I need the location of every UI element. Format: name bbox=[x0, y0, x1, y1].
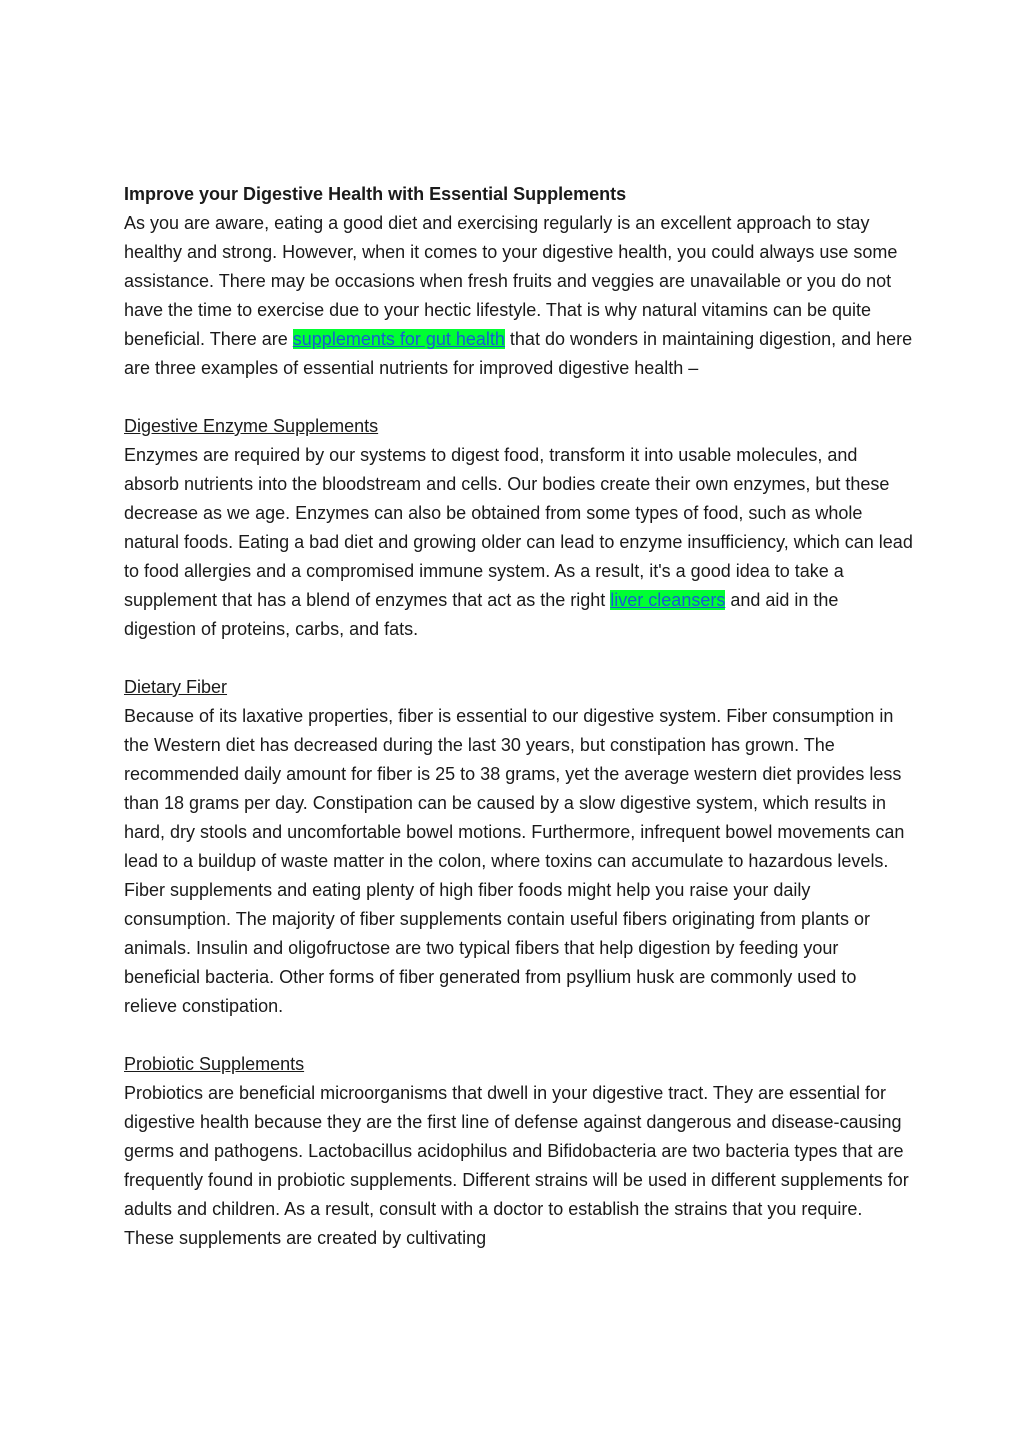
fiber-heading: Dietary Fiber bbox=[124, 677, 228, 697]
gut-health-link[interactable]: supplements for gut health bbox=[292, 329, 505, 349]
enzymes-paragraph bbox=[124, 441, 914, 644]
fiber-paragraph-2: Fiber supplements and eating plenty of high fiber foods might help you raise your daily consumption. The majority of fiber supplements contain useful fibers originating from plants or animals. Insulin and oligofructose are two typical fibers that help digestion by feeding your beneficial bacteria. Other forms of fiber generated from psyllium husk are commonly used to relieve constipation. bbox=[124, 880, 871, 1016]
intro-text-after-link: that do wonders in maintaining digestion, and here are three examples of essential nutrients for improved digestive health – bbox=[124, 329, 913, 378]
probiotics-heading: Probiotic Supplements bbox=[124, 1054, 305, 1074]
document-title: Improve your Digestive Health with Essential Supplements bbox=[124, 184, 627, 204]
intro-paragraph bbox=[124, 209, 914, 383]
enzymes-text-before-link: Enzymes are required by our systems to digest food, transform it into usable molecules, and absorb nutrients into the bloodstream and cells. Our bodies create their own enzymes, but these decrease as we age. Enzymes can also be obtained from some types of food, such as whole natural foods. Eating a bad diet and growing older can lead to enzyme insufficiency, which can lead to food allergies and a compromised immune system. As a result, it's a good idea to take a supplement that has a blend of enzymes that act as the right bbox=[124, 445, 913, 610]
paragraph-gap bbox=[124, 383, 914, 412]
enzymes-heading: Digestive Enzyme Supplements bbox=[124, 416, 379, 436]
liver-cleansers-link[interactable]: liver cleansers bbox=[610, 590, 726, 610]
paragraph-gap bbox=[124, 1021, 914, 1050]
fiber-paragraph-1: Because of its laxative properties, fiber is essential to our digestive system. Fiber consumption in the Western diet has decreased during the last 30 years, but constipation has grown. The recommended daily amount for fiber is 25 to 38 grams, yet the average western diet provides less than 18 grams per day. Constipation can be caused by a slow digestive system, which results in hard, dry stools and uncomfortable bowel motions. Furthermore, infrequent bowel movements can lead to a buildup of waste matter in the colon, where toxins can accumulate to hazardous levels. bbox=[124, 706, 905, 871]
enzymes-text-after-link: and aid in the digestion of proteins, carbs, and fats. bbox=[124, 590, 839, 639]
document-page bbox=[124, 180, 914, 1253]
probiotics-paragraph-1: Probiotics are beneficial microorganisms that dwell in your digestive tract. They are essential for digestive health because they are the first line of defense against dangerous and disease-causing germs and pathogens. Lactobacillus acidophilus and Bifidobacteria are two bacteria types that are frequently found in probiotic supplements. Different strains will be used in different supplements for adults and children. As a result, consult with a doctor to establish the strains that you require. These supplements are created by cultivating bbox=[124, 1083, 909, 1248]
paragraph-gap bbox=[124, 644, 914, 673]
intro-text-before-link: As you are aware, eating a good diet and exercising regularly is an excellent approach to stay healthy and strong. However, when it comes to your digestive health, you could always use some assistance. There may be occasions when fresh fruits and veggies are unavailable or you do not have the time to exercise due to your hectic lifestyle. That is why natural vitamins can be quite beneficial. There are bbox=[124, 213, 898, 349]
